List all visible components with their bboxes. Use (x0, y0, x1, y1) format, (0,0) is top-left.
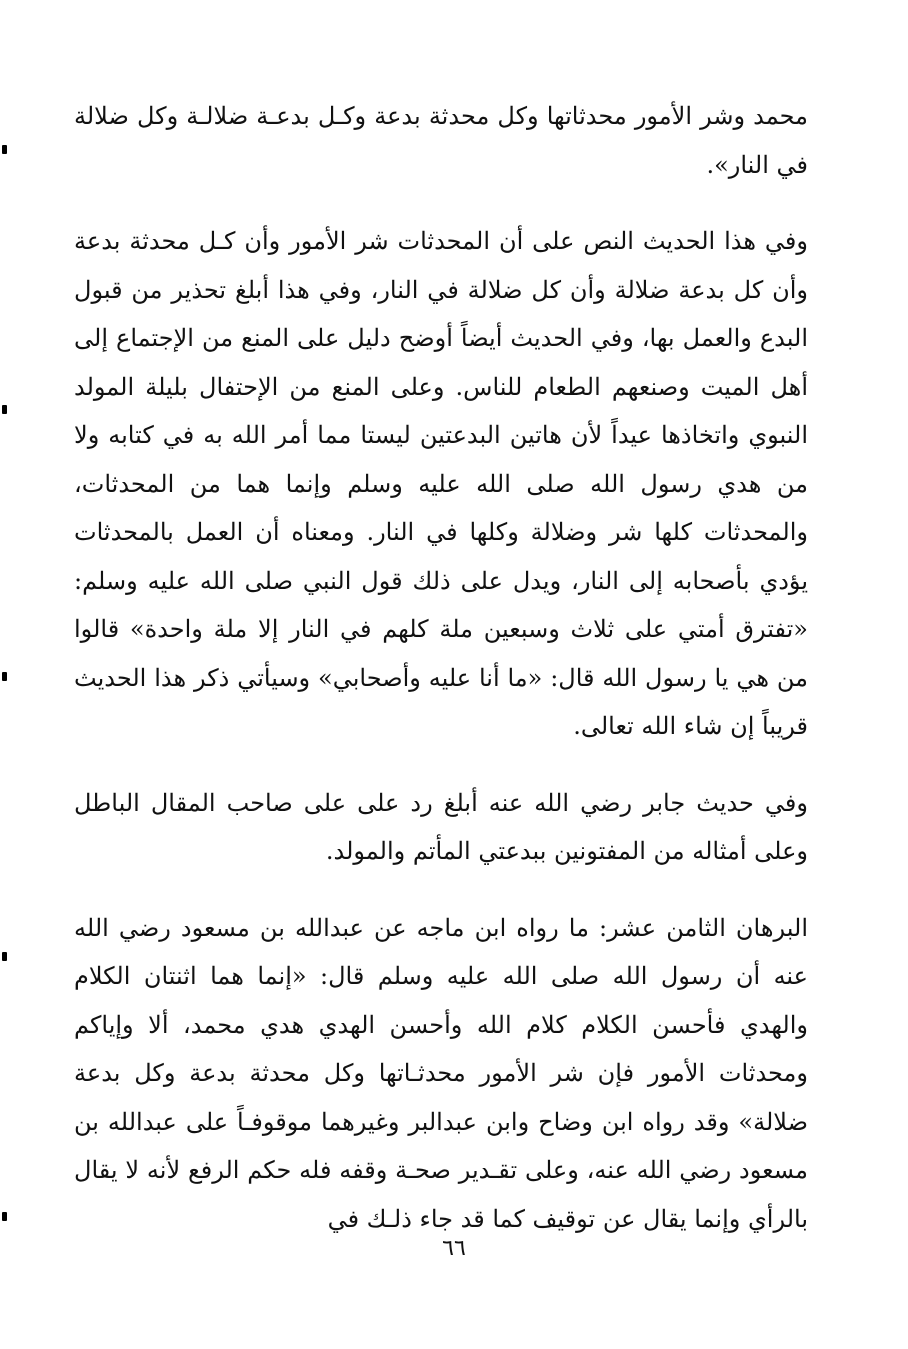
scan-edge-mark (2, 672, 7, 681)
scan-edge-mark (2, 405, 7, 414)
page-body (74, 92, 808, 1243)
scan-edge-mark (2, 952, 7, 961)
paragraph-jabir-hadith: وفي حديث جابر رضي الله عنه أبلغ رد على على صاحب المقال الباطل وعلى أمثاله من المفتونين ببدعتي المأتم والمولد. (74, 788, 808, 865)
paragraph-proof-eighteen: البرهان الثامن عشر: ما رواه ابن ماجه عن عبدالله بن مسعود رضي الله عنه أن رسول الله صلى الله عليه وسلم قال: «إنما هما اثنتان الكلام والهدي فأحسن الكلام كلام الله وأحسن الهدي هدي محمد، ألا وإياكم ومحدثات الأمور فإن شر الأمور محدثـاتها وكل محدثة بدعة وكل بدعة ضلالة» وقد رواه ابن وضاح وابن عبدالبر وغيرهما موقوفـاً على عبدالله بن مسعود رضي الله عنه، وعلى تقـدير صحـة وقفه فله حكم الرفع لأنه لا يقال بالرأي وإنما يقال عن توقيف كما قد جاء ذلـك في (74, 913, 808, 1233)
scan-edge-mark (2, 1212, 7, 1221)
page-number: ٦٦ (442, 1236, 466, 1261)
scan-edge-mark (2, 145, 7, 154)
paragraph-continuation: محمد وشر الأمور محدثاتها وكل محدثة بدعة وكـل بدعـة ضلالـة وكل ضلالة في النار». (74, 102, 808, 179)
paragraph-commentary: وفي هذا الحديث النص على أن المحدثات شر الأمور وأن كـل محدثة بدعة وأن كل بدعة ضلالة وأن كل ضلالة في النار، وفي هذا أبلغ تحذير من قبول البدع والعمل بها، وفي الحديث أيضاً أوضح دليل على المنع من الإجتماع إلى أهل الميت وصنعهم الطعام للناس. وعلى المنع من الإحتفال بليلة المولد النبوي واتخاذها عيداً لأن هاتين البدعتين ليستا مما أمر الله به في كتابه ولا من هدي رسول الله صلى الله عليه وسلم وإنما هما من المحدثات، والمحدثات كلها شر وضلالة وكلها في النار. ومعناه أن العمل بالمحدثات يؤدي بأصحابه إلى النار، ويدل على ذلك قول النبي صلى الله عليه وسلم: «تفترق أمتي على ثلاث وسبعين ملة كلهم في النار إلا ملة واحدة» قالوا من هي يا رسول الله قال: «ما أنا عليه وأصحابي» وسيأتي ذكر هذا الحديث قريباً إن شاء الله تعالى. (74, 227, 809, 740)
